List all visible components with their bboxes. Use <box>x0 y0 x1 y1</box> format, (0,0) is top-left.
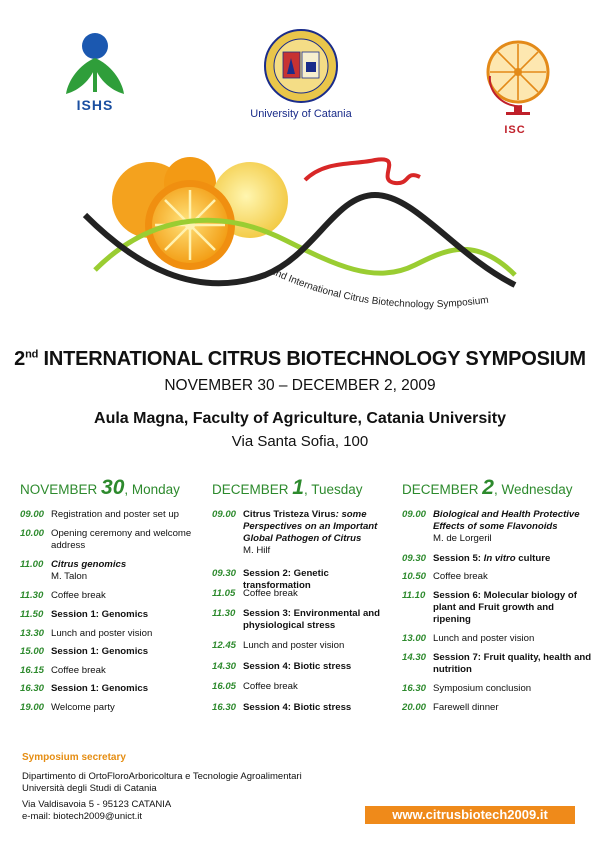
secretary-university: Università degli Studi di Catania <box>22 783 157 794</box>
schedule-item: 16.30 Session 1: Genomics <box>20 683 149 694</box>
day-column-wednesday <box>402 476 592 713</box>
schedule-item: 13.00 Lunch and poster vision <box>402 633 535 644</box>
schedule-item: 11.30 Session 3: Environmental and physiological stress <box>212 608 381 631</box>
symposium-dates: NOVEMBER 30 – DECEMBER 2, 2009 <box>164 377 436 394</box>
schedule-item: 10.50 Coffee break <box>402 571 488 582</box>
schedule-item: 11.00 Citrus genomics M. Talon <box>20 559 127 582</box>
schedule-item: 11.30 Coffee break <box>20 590 106 601</box>
symposium-address: Via Santa Sofia, 100 <box>231 433 369 450</box>
schedule-item: 11.10 Session 6: Molecular biology of plant and Fruit growth and ripening <box>402 590 577 625</box>
schedule-item: 15.00 Session 1: Genomics <box>20 646 149 657</box>
symposium-venue: Aula Magna, Faculty of Agriculture, Catania University <box>94 410 506 427</box>
isc-label: ISC <box>504 124 526 136</box>
schedule-item: 09.00 Citrus Tristeza Virus: some Perspectives on an Important Global Pathogen of Citrus M. Hilf <box>212 509 378 556</box>
schedule-item: 14.30 Session 7: Fruit quality, health and nutrition <box>402 652 592 675</box>
day-column-monday <box>20 476 210 713</box>
symposium-title: 2nd INTERNATIONAL CITRUS BIOTECHNOLOGY SYMPOSIUM <box>14 348 586 370</box>
schedule-item: 09.30 Session 5: In vitro culture <box>402 553 551 564</box>
secretary-address: Via Valdisavoia 5 - 95123 CATANIA <box>22 799 172 810</box>
secretary-department: Dipartimento di OrtoFloroArboricoltura e Tecnologie Agroalimentari <box>22 771 302 782</box>
website-link[interactable]: www.citrusbiotech2009.it <box>365 806 575 824</box>
schedule-item: 09.00 Biological and Health Protective Effects of some Flavonoids M. de Lorgeril <box>402 509 580 544</box>
schedule-item: 09.30 Session 2: Genetic transformation <box>212 568 329 591</box>
ishs-label: ISHS <box>76 97 114 113</box>
day-heading: DECEMBER 2, Wednesday <box>402 476 573 499</box>
schedule-item: 16.05 Coffee break <box>212 681 298 692</box>
schedule-item: 19.00 Welcome party <box>20 702 115 713</box>
secretary-title: Symposium secretary <box>22 752 126 763</box>
schedule-item: 14.30 Session 4: Biotic stress <box>212 661 352 672</box>
university-seal-icon <box>263 28 339 104</box>
schedule-item: 09.00 Registration and poster set up <box>20 509 179 520</box>
day-column-tuesday <box>212 476 392 713</box>
schedule-item: 11.50 Session 1: Genomics <box>20 609 149 620</box>
isc-logo-icon <box>476 28 556 123</box>
schedule-item: 16.30 Session 4: Biotic stress <box>212 702 352 713</box>
secretary-email[interactable]: e-mail: biotech2009@unict.it <box>22 811 143 822</box>
schedule-item: 11.05 Coffee break <box>212 588 298 599</box>
schedule-item: 16.30 Symposium conclusion <box>402 683 532 694</box>
day-heading: NOVEMBER 30, Monday <box>20 476 180 499</box>
schedule-item: 13.30 Lunch and poster vision <box>20 628 153 639</box>
schedule-item: 10.00 Opening ceremony and welcome address <box>20 528 192 551</box>
university-label: University of Catania <box>250 108 352 120</box>
banner-arc-text: 2nd International Citrus Biotechnology Symposium <box>268 265 490 311</box>
schedule-item: 16.15 Coffee break <box>20 665 106 676</box>
day-heading: DECEMBER 1, Tuesday <box>212 476 363 499</box>
citrus-banner-illustration <box>75 155 535 330</box>
schedule-item: 20.00 Farewell dinner <box>402 702 499 713</box>
schedule-item: 12.45 Lunch and poster vision <box>212 640 345 651</box>
